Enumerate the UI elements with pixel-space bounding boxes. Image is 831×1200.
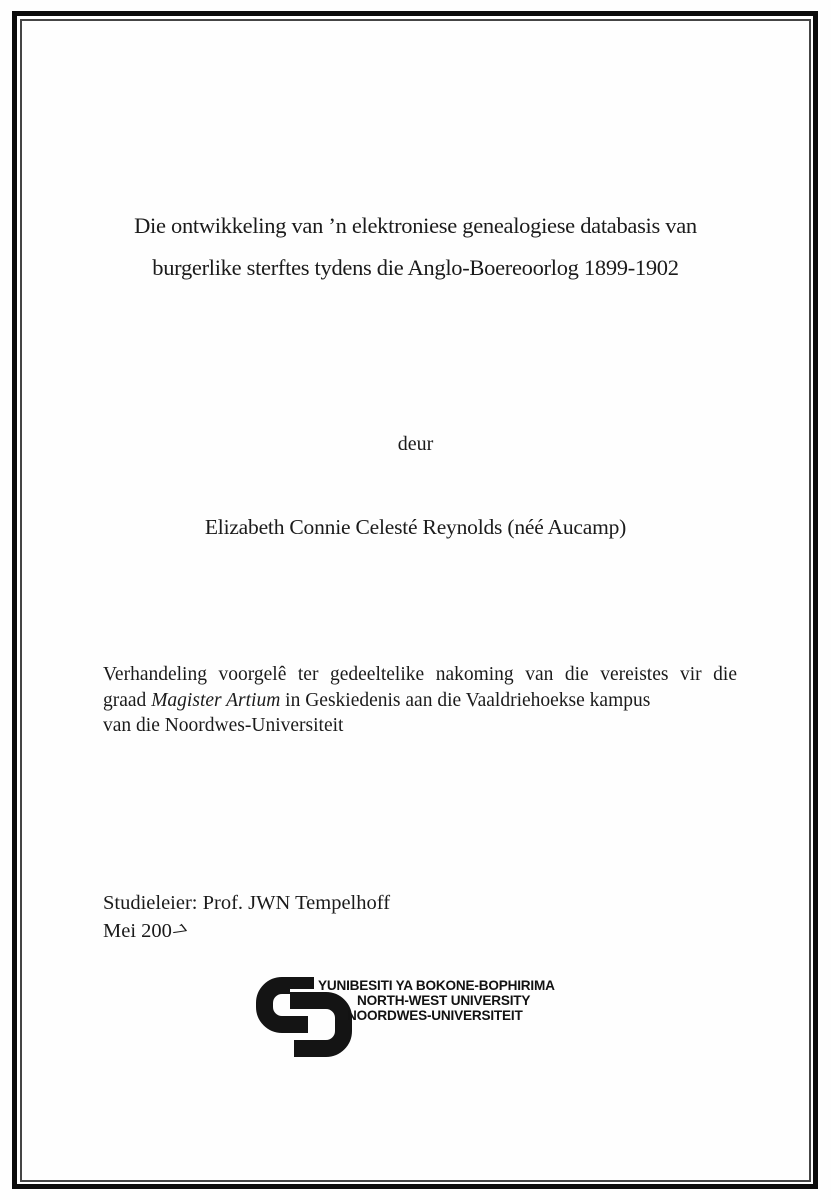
thesis-title [55, 205, 776, 289]
date-last-digit: 7 [167, 920, 190, 942]
author-name: Elizabeth Connie Celesté Reynolds (néé Aucamp) [204, 515, 627, 539]
supervisor-line: Studieleier: Prof. JWN Tempelhoff [103, 892, 391, 914]
degree-statement [103, 662, 737, 739]
degree-name-italic: Magister Artium [151, 689, 281, 711]
date-line [103, 917, 390, 945]
degree-statement-line2 [103, 688, 737, 714]
university-logo-text [318, 978, 555, 1024]
thesis-title-line1: Die ontwikkeling van ’n elektroniese genealogiese databasis van [134, 213, 697, 238]
logo-text-setswana: YUNIBESITI YA BOKONE-BOPHIRIMA [318, 978, 555, 993]
supervisor-block [103, 889, 390, 945]
statement-line2-prefix: graad [103, 689, 152, 711]
logo-text-afrikaans: NOORDWES-UNIVERSITEIT [347, 1008, 523, 1024]
university-logo [256, 976, 586, 1056]
logo-text-english: NORTH-WEST UNIVERSITY [357, 993, 531, 1009]
thesis-title-line2: burgerlike sterftes tydens die Anglo-Boereoorlog 1899-1902 [152, 255, 679, 280]
degree-statement-line3: van die Noordwes-Universiteit [103, 715, 344, 736]
statement-line2-suffix: in Geskiedenis aan die Vaaldriehoekse kampus [280, 689, 651, 711]
date-prefix: Mei 200 [103, 920, 172, 942]
byline-deur: deur [397, 433, 434, 455]
degree-statement-line1: Verhandeling voorgelê ter gedeeltelike nakoming van die vereistes vir die [103, 664, 737, 685]
